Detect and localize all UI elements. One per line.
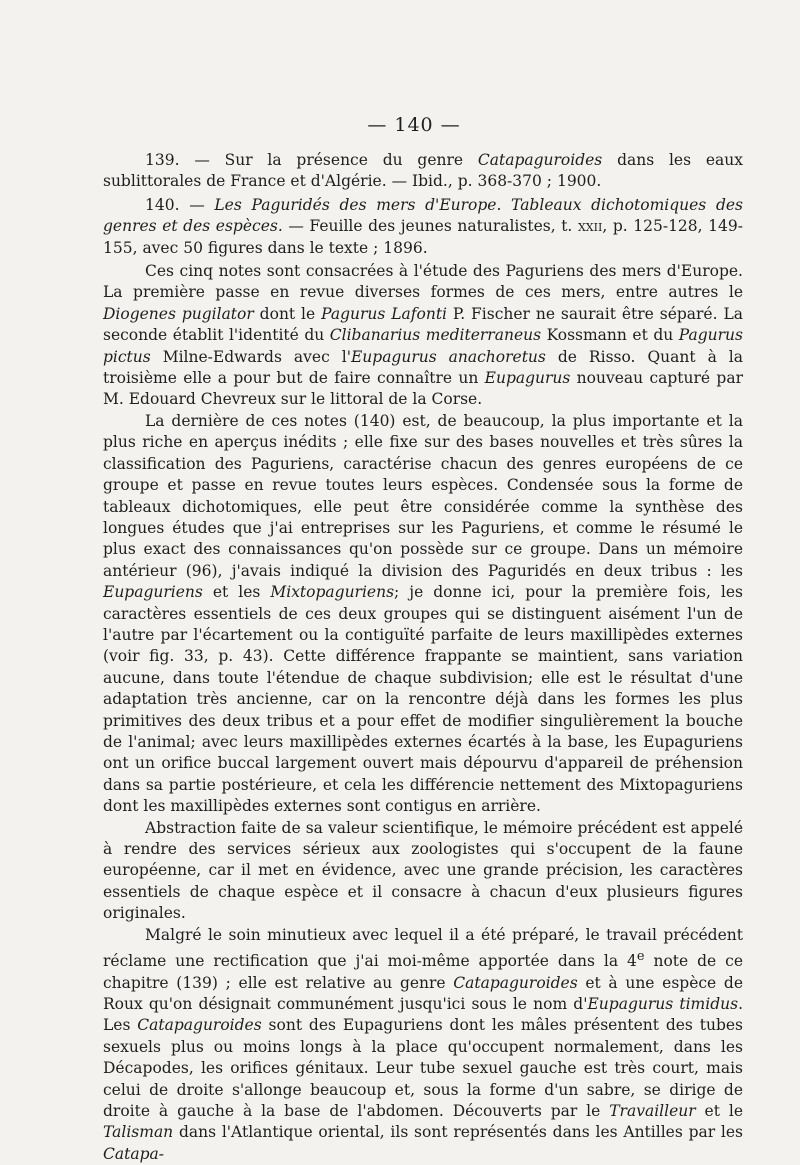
genus-name: Catapa- <box>103 1144 164 1163</box>
genus-name: Eupagurus <box>484 369 571 388</box>
tribe-name: Mixtopaguriens <box>270 583 395 602</box>
reference-139: 139. — Sur la présence du genre Catapaguroides dans les eaux sublittorales de France et d'Algérie. — Ibid., p. 368-370 ; 1900. <box>103 151 743 191</box>
species-name: Clibanarius mediterraneus <box>329 326 542 345</box>
paragraph-classification: La dernière de ces notes (140) est, de beaucoup, la plus importante et la plus riche en aperçus inédits ; elle fixe sur des bases nouvelles et très sûres la classification des Paguriens, caractérise chacun des genres européens de ce groupe et passe en revue toutes leurs espèces. Condensée sous la forme de tableaux dichotomiques, elle peut être considérée comme la synthèse des longues études que j'ai entreprises sur les Paguriens, et comme le résumé le plus exact des connaissances qu'on possède sur ce groupe. Dans un mémoire antérieur (96), j'avais indiqué la division des Paguridés en deux tribus : les Eupaguriens et les Mixtopaguriens; je donne ici, pour la première fois, les caractères essentiels de ces deux groupes qui se distinguent aisément l'un de l'autre par l'écartement ou la contiguïté parfaite de leurs maxillipèdes externes (voir fig. 33, p. 43). Cette différence frappante se maintient, sans variation aucune, dans toute l'étendue de chaque subdivision; elle est le résultat d'une adaptation très ancienne, car on la rencontre déjà dans les formes les plus primitives des deux tribus et a pour effet de modifier singulièrement la bouche de l'animal; avec leurs maxillipèdes externes écartés à la base, les Eupaguriens ont un orifice buccal largement ouvert mais dépourvu d'appareil de préhension dans sa partie postérieure, et cela les différencie nettement des Mixtopaguriens dont les maxillipèdes externes sont contigus en arrière. <box>103 411 743 816</box>
paragraph-rectification: Malgré le soin minutieux avec lequel il a été préparé, le travail précédent réclame une rectification que j'ai moi-même apportée dans la 4e note de ce chapitre (139) ; elle est relative au genre Catapaguroides et à une espèce de Roux qu'on désignait communément jusqu'ici sous le nom d'Eupagurus timidus. Les Catapaguroides sont des Eupaguriens dont les mâles présentent des tubes sexuels plus ou moins longs à la place qu'occupent normalement, dans les Décapodes, les orifices génitaux. Leur tube sexuel gauche est très court, mais celui de droite s'allonge beaucoup et, sous la forme d'un sabre, se dirige de droite à gauche à la base de l'abdomen. Découverts par le Travailleur et le Talisman dans l'Atlantique oriental, ils sont représentés dans les Antilles par les Catapa- <box>103 925 743 1163</box>
reference-title: Les Paguridés des mers d'Europe. Tableaux dichotomiques des genres et des espèces. <box>103 195 743 236</box>
species-name: Diogenes pugilator <box>103 304 254 323</box>
volume-number: xxii <box>577 217 603 236</box>
paragraph-value: Abstraction faite de sa valeur scientifique, le mémoire précédent est appelé à rendre des services sérieux aux zoologistes qui s'occupent de la faune européenne, car il met en évidence, avec une grande précision, les caractères essentiels de chaque espèce et il consacre à chacun d'eux plusieurs figures originales. <box>103 818 743 923</box>
tribe-name: Eupaguriens <box>103 583 203 602</box>
genus-name: Catapaguroides <box>453 973 578 992</box>
species-name: Eupagurus timidus <box>587 995 739 1013</box>
ordinal-superscript: e <box>636 949 645 965</box>
reference-number: 140. <box>145 195 180 214</box>
reference-140: 140. — Les Paguridés des mers d'Europe. Tableaux dichotomiques des genres et des espèces. — Feuille des jeunes naturalistes, t. xxii, p. 125-128, 149-155, avec 50 figures dans le texte ; 1896. <box>103 195 743 257</box>
ship-name: Talisman <box>103 1123 174 1142</box>
page-number: — 140 — <box>367 114 461 136</box>
paragraph-summary: Ces cinq notes sont consacrées à l'étude des Paguriens des mers d'Europe. La première passe en revue diverses formes de ces mers, entre autres le Diogenes pugilator dont le Pagurus Lafonti P. Fischer ne saurait être séparé. La seconde établit l'identité du Clibanarius mediterraneus Kossmann et du Pagurus pictus Milne-Edwards avec l'Eupagurus anachoretus de Risso. Quant à la troisième elle a pour but de faire connaître un Eupagurus nouveau capturé par M. Edouard Chevreux sur le littoral de la Corse. <box>103 262 743 409</box>
body-text <box>103 150 743 1165</box>
ship-name: Travailleur <box>609 1102 696 1121</box>
species-name: Pagurus pictus <box>103 326 743 366</box>
genus-name: Catapaguroides <box>477 151 603 169</box>
reference-number: 139. <box>145 151 180 169</box>
genus-name: Catapaguroides <box>137 1016 262 1035</box>
species-name: Pagurus Lafonti <box>321 304 448 323</box>
species-name: Eupagurus anachoretus <box>350 347 546 366</box>
